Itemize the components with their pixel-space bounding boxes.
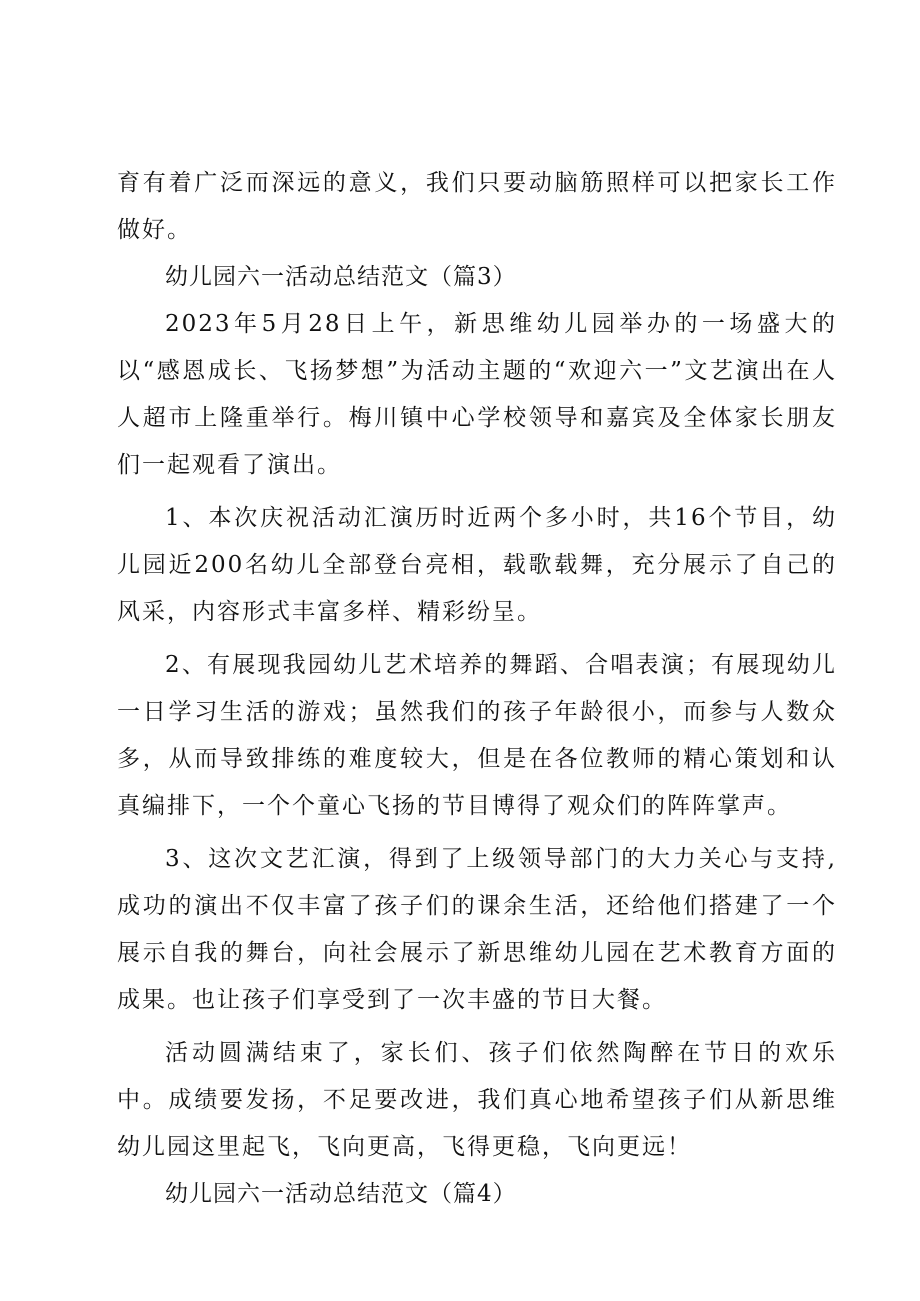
document-body (117, 160, 837, 1218)
conclusion-paragraph: 活动圆满结束了，家长们、孩子们依然陶醉在节日的欢乐中。成绩要发扬，不足要改进，我们真心地希望孩子们从新思维幼儿园这里起飞，飞向更高，飞得更稳，飞向更远！ (117, 1040, 837, 1160)
section-heading-3: 幼儿园六一活动总结范文（篇3） (165, 264, 517, 290)
continuation-paragraph: 育有着广泛而深远的意义，我们只要动脑筋照样可以把家长工作做好。 (117, 170, 837, 243)
point-3-paragraph: 3、这次文艺汇演，得到了上级领导部门的大力关心与支持,成功的演出不仅丰富了孩子们的课余生活，还给他们搭建了一个展示自我的舞台，向社会展示了新思维幼儿园在艺术教育方面的成果。也让孩子们享受到了一次丰盛的节日大餐。 (117, 846, 837, 1013)
section-heading-4: 幼儿园六一活动总结范文（篇4） (165, 1181, 517, 1207)
point-1-paragraph: 1、本次庆祝活动汇演历时近两个多小时，共16个节目，幼儿园近200名幼儿全部登台亮相，载歌载舞，充分展示了自己的风采，内容形式丰富多样、精彩纷呈。 (117, 505, 837, 625)
point-2-paragraph: 2、有展现我园幼儿艺术培养的舞蹈、合唱表演；有展现幼儿一日学习生活的游戏；虽然我们的孩子年龄很小，而参与人数众多，从而导致排练的难度较大，但是在各位教师的精心策划和认真编排下，一个个童心飞扬的节目博得了观众们的阵阵掌声。 (117, 652, 837, 819)
intro-paragraph: 2023年5月28日上午，新思维幼儿园举办的一场盛大的以“感恩成长、飞扬梦想”为活动主题的“欢迎六一”文艺演出在人人超市上隆重举行。梅川镇中心学校领导和嘉宾及全体家长朋友们一起观看了演出。 (117, 311, 837, 478)
